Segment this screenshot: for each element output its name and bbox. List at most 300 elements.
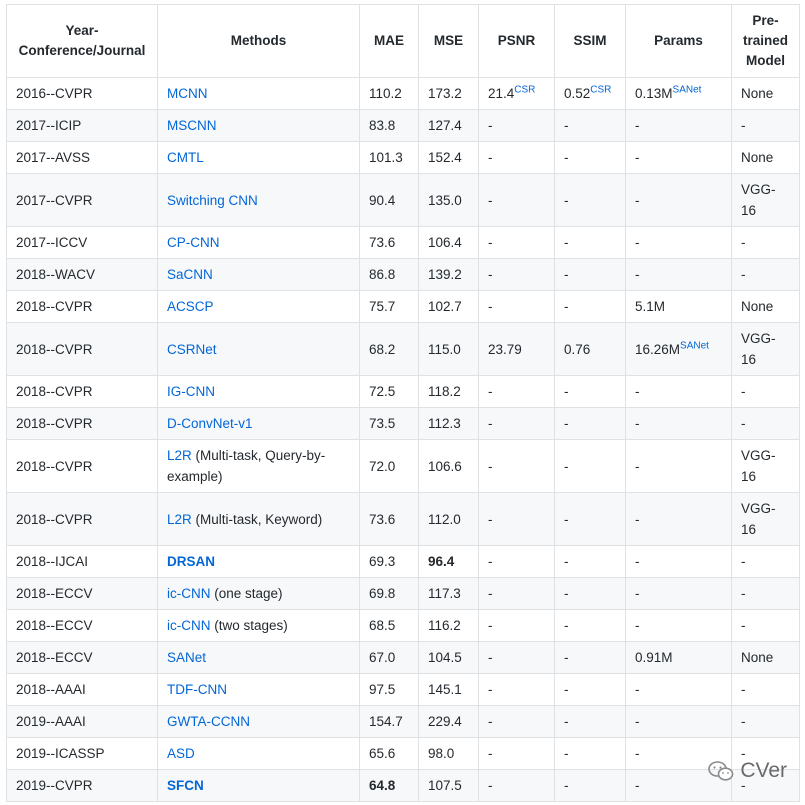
method-link[interactable]: L2R [167,511,192,527]
pretrained-cell [732,674,800,706]
pretrained-cell-value: - [741,778,746,793]
year-cell [7,578,158,610]
table-row [7,227,800,259]
method-cell [158,174,360,227]
mse-cell-value: 98.0 [428,746,455,761]
year-cell-value: 2017--CVPR [16,192,93,208]
mae-cell-value: 72.5 [369,384,396,399]
params-cell-value: 0.13M [635,86,673,101]
mse-cell [419,376,479,408]
year-cell-value: 2017--AVSS [16,150,91,165]
pretrained-cell [732,706,800,738]
psnr-cell [479,323,555,376]
method-cell [158,578,360,610]
year-cell [7,674,158,706]
table-header [7,5,800,78]
pretrained-cell-value: - [741,714,746,729]
table-row [7,78,800,110]
params-cell-value: - [635,235,640,250]
year-cell-value: 2018--CVPR [16,341,93,357]
pretrained-cell [732,376,800,408]
ssim-cell-value: - [564,714,569,729]
mse-cell-value: 96.4 [428,554,455,569]
mae-cell [360,110,419,142]
year-cell-value: 2018--CVPR [16,384,93,399]
method-link[interactable]: SFCN [167,778,204,793]
mae-cell-value: 73.6 [369,511,396,527]
mae-cell-value: 86.8 [369,267,396,282]
params-source[interactable]: SANet [680,340,709,351]
mae-cell-value: 72.0 [369,458,396,474]
mse-cell [419,174,479,227]
ssim-cell-value: - [564,299,569,314]
pretrained-cell-value: - [741,618,746,633]
year-cell [7,174,158,227]
params-cell [626,674,732,706]
params-cell [626,706,732,738]
ssim-cell [555,546,626,578]
ssim-source[interactable]: CSR [590,84,612,96]
ssim-cell-value: - [564,192,569,208]
year-cell-value: 2018--AAAI [16,682,86,697]
mse-cell [419,110,479,142]
params-cell-value: - [635,267,640,282]
year-cell [7,546,158,578]
year-cell-value: 2018--ECCV [16,586,93,601]
params-cell-value: - [635,618,640,633]
mse-cell-value: 107.5 [428,778,462,793]
pretrained-cell-value: - [741,682,746,697]
mae-cell-value: 68.2 [369,341,396,357]
year-cell-value: 2018--IJCAI [16,554,89,569]
mae-cell-value: 97.5 [369,682,396,697]
mse-cell-value: 117.3 [428,586,461,601]
ssim-cell-value: - [564,150,569,165]
psnr-cell [479,440,555,493]
mae-cell [360,546,419,578]
mse-cell-value: 139.2 [428,267,462,282]
pretrained-cell [732,291,800,323]
pretrained-cell [732,642,800,674]
watermark-text: CVer [740,759,787,782]
ssim-cell [555,323,626,376]
watermark [708,759,787,783]
year-cell [7,770,158,802]
psnr-cell-value: - [488,682,493,697]
mse-cell-value: 102.7 [428,299,462,314]
year-cell [7,110,158,142]
ssim-cell [555,174,626,227]
method-cell [158,291,360,323]
psnr-cell [479,259,555,291]
mse-cell-value: 115.0 [428,341,461,357]
mae-cell-value: 110.2 [369,86,402,101]
method-link[interactable]: SANet [167,650,207,665]
ssim-cell-value: - [564,235,569,250]
year-cell [7,408,158,440]
year-cell [7,642,158,674]
mse-cell [419,770,479,802]
pretrained-cell-value: VGG-16 [741,448,776,484]
mae-cell [360,578,419,610]
mae-cell-value: 75.7 [369,299,396,314]
params-cell-value: - [635,192,640,208]
psnr-cell-value: 21.4 [488,86,515,101]
mae-cell [360,440,419,493]
mse-cell [419,259,479,291]
ssim-cell [555,227,626,259]
table-row [7,174,800,227]
mae-cell-value: 69.3 [369,554,396,569]
params-cell-value: - [635,682,640,697]
method-cell [158,738,360,770]
method-link[interactable]: MSCNN [167,118,217,133]
method-cell [158,376,360,408]
mae-cell [360,408,419,440]
mae-cell [360,78,419,110]
year-cell [7,610,158,642]
params-cell-value: - [635,746,640,761]
ssim-cell-value: - [564,458,569,474]
table-row [7,546,800,578]
mae-cell [360,610,419,642]
psnr-cell [479,110,555,142]
year-cell-value: 2019--AAAI [16,714,86,729]
table-row [7,376,800,408]
pretrained-cell-value: VGG-16 [741,501,776,537]
mae-cell-value: 90.4 [369,192,396,208]
table-row [7,770,800,802]
year-cell [7,259,158,291]
table-row [7,291,800,323]
ssim-cell [555,674,626,706]
psnr-cell-value: - [488,554,493,569]
year-cell [7,323,158,376]
year-cell-value: 2018--ECCV [16,618,93,633]
mse-cell-value: 127.4 [428,118,462,133]
pretrained-cell [732,259,800,291]
params-cell [626,174,732,227]
method-link[interactable]: Switching CNN [167,192,258,208]
method-link[interactable]: CMTL [167,150,204,165]
ssim-cell [555,110,626,142]
psnr-cell-value: - [488,267,493,282]
psnr-cell-value: - [488,299,493,314]
pretrained-cell [732,323,800,376]
params-cell-value: - [635,150,640,165]
pretrained-cell-value: - [741,746,746,761]
method-cell [158,142,360,174]
mae-cell-value: 73.6 [369,235,396,250]
mae-cell [360,259,419,291]
params-cell [626,323,732,376]
mse-cell [419,78,479,110]
psnr-cell [479,610,555,642]
ssim-cell [555,642,626,674]
mse-cell-value: 229.4 [428,714,462,729]
method-link[interactable]: ic-CNN [167,618,211,633]
psnr-cell [479,227,555,259]
table-row [7,610,800,642]
ssim-cell [555,738,626,770]
header-psnr: PSNR [479,5,555,78]
pretrained-cell [732,227,800,259]
mae-cell [360,642,419,674]
method-note: (Multi-task, Keyword) [191,511,323,527]
method-link[interactable]: D-ConvNet-v1 [167,416,253,431]
psnr-cell-value: - [488,458,493,474]
year-cell [7,738,158,770]
psnr-cell [479,174,555,227]
year-cell [7,493,158,546]
header-mae: MAE [360,5,419,78]
year-cell-value: 2018--CVPR [16,511,93,527]
pretrained-cell [732,610,800,642]
params-cell [626,642,732,674]
mae-cell-value: 83.8 [369,118,396,133]
mae-cell-value: 65.6 [369,746,396,761]
method-link[interactable]: TDF-CNN [167,682,227,697]
table-row [7,142,800,174]
method-link[interactable]: MCNN [167,86,208,101]
pretrained-cell-value: VGG-16 [741,182,776,218]
pretrained-cell-value: None [741,86,774,101]
ssim-cell-value: - [564,746,569,761]
psnr-cell [479,642,555,674]
params-cell-value: 16.26M [635,341,681,357]
psnr-cell-value: - [488,778,493,793]
mse-cell [419,142,479,174]
psnr-cell-value: - [488,150,493,165]
params-cell [626,291,732,323]
psnr-source[interactable]: CSR [514,84,536,96]
method-cell [158,770,360,802]
params-cell [626,78,732,110]
method-cell [158,706,360,738]
year-cell [7,227,158,259]
method-link[interactable]: DRSAN [167,554,216,569]
params-cell [626,110,732,142]
pretrained-cell-value: None [741,150,774,165]
method-cell [158,610,360,642]
psnr-cell [479,546,555,578]
year-cell [7,291,158,323]
results-table [6,4,800,802]
mse-cell [419,610,479,642]
mae-cell [360,174,419,227]
mse-cell [419,440,479,493]
table-row [7,259,800,291]
method-link[interactable]: GWTA-CCNN [167,714,250,729]
params-cell [626,408,732,440]
method-note: (Multi-task, Query-by-example) [167,448,326,484]
ssim-cell [555,493,626,546]
mse-cell-value: 112.0 [428,511,461,527]
ssim-cell-value: - [564,778,569,793]
mae-cell-value: 64.8 [369,778,396,793]
table-row [7,493,800,546]
mse-cell-value: 135.0 [428,192,462,208]
mae-cell [360,770,419,802]
method-link[interactable]: SaCNN [167,267,213,282]
psnr-cell-value: - [488,714,493,729]
year-cell-value: 2018--ECCV [16,650,93,665]
mae-cell-value: 73.5 [369,416,396,431]
params-cell-value: - [635,778,640,793]
psnr-cell-value: - [488,118,493,133]
params-source[interactable]: SANet [672,84,702,96]
ssim-cell [555,706,626,738]
ssim-cell-value: 0.76 [564,341,591,357]
header-pretrained: Pre-trained Model [732,5,800,78]
wechat-icon [708,760,734,782]
method-cell [158,642,360,674]
table-row [7,738,800,770]
method-cell [158,259,360,291]
method-cell [158,78,360,110]
year-cell [7,440,158,493]
pretrained-cell-value: - [741,235,746,250]
params-cell [626,440,732,493]
psnr-cell [479,578,555,610]
params-cell-value: 5.1M [635,299,666,314]
params-cell-value: - [635,511,640,527]
psnr-cell-value: - [488,416,493,431]
params-cell-value: - [635,118,640,133]
year-cell-value: 2019--CVPR [16,778,93,793]
method-cell [158,408,360,440]
year-cell [7,706,158,738]
table-row [7,578,800,610]
params-cell [626,610,732,642]
table-row [7,110,800,142]
ssim-cell [555,259,626,291]
pretrained-cell [732,110,800,142]
mse-cell-value: 106.6 [428,458,462,474]
psnr-cell [479,142,555,174]
pretrained-cell-value: - [741,416,746,431]
header-row [7,5,800,78]
psnr-cell [479,78,555,110]
ssim-cell [555,408,626,440]
year-cell [7,142,158,174]
mae-cell [360,674,419,706]
ssim-cell [555,78,626,110]
params-cell-value: - [635,416,640,431]
psnr-cell [479,674,555,706]
mae-cell [360,493,419,546]
params-cell [626,546,732,578]
method-link[interactable]: CSRNet [167,341,217,357]
mae-cell [360,227,419,259]
method-link[interactable]: ic-CNN [167,586,211,601]
mae-cell [360,706,419,738]
mse-cell-value: 152.4 [428,150,462,165]
params-cell [626,578,732,610]
year-cell [7,376,158,408]
ssim-cell-value: - [564,618,569,633]
mae-cell-value: 69.8 [369,586,396,601]
mae-cell-value: 101.3 [369,150,403,165]
params-cell [626,142,732,174]
method-cell [158,227,360,259]
ssim-cell [555,291,626,323]
table-row [7,440,800,493]
table-row [7,323,800,376]
method-cell [158,110,360,142]
year-cell-value: 2018--CVPR [16,416,93,431]
psnr-cell-value: - [488,650,493,665]
psnr-cell-value: - [488,586,493,601]
mse-cell [419,227,479,259]
ssim-cell-value: - [564,554,569,569]
params-cell [626,493,732,546]
ssim-cell-value: - [564,586,569,601]
psnr-cell-value: - [488,746,493,761]
pretrained-cell-value: None [741,650,774,665]
year-cell-value: 2016--CVPR [16,86,93,101]
ssim-cell [555,770,626,802]
ssim-cell-value: - [564,118,569,133]
mse-cell [419,578,479,610]
pretrained-cell-value: - [741,267,746,282]
ssim-cell-value: - [564,267,569,282]
year-cell-value: 2017--ICCV [16,235,88,250]
method-link[interactable]: ASD [167,746,195,761]
params-cell-value: - [635,586,640,601]
mse-cell-value: 106.4 [428,235,462,250]
pretrained-cell [732,142,800,174]
psnr-cell-value: 23.79 [488,341,522,357]
table-row [7,642,800,674]
year-cell-value: 2017--ICIP [16,118,82,133]
mse-cell [419,493,479,546]
params-cell-value: - [635,384,640,399]
year-cell [7,78,158,110]
table-row [7,408,800,440]
method-link[interactable]: ACSCP [167,299,214,314]
mse-cell-value: 118.2 [428,384,461,399]
method-cell [158,440,360,493]
method-link[interactable]: CP-CNN [167,235,220,250]
method-link[interactable]: L2R [167,448,192,463]
ssim-cell-value: - [564,511,569,527]
method-cell [158,323,360,376]
mae-cell [360,291,419,323]
ssim-cell-value: - [564,416,569,431]
pretrained-cell [732,440,800,493]
mse-cell [419,706,479,738]
params-cell-value: - [635,554,640,569]
mse-cell-value: 116.2 [428,618,461,633]
year-cell-value: 2018--CVPR [16,458,93,474]
mse-cell-value: 173.2 [428,86,462,101]
mae-cell-value: 154.7 [369,714,403,729]
mse-cell [419,738,479,770]
header-mse: MSE [419,5,479,78]
psnr-cell [479,770,555,802]
mse-cell [419,291,479,323]
mse-cell [419,642,479,674]
pretrained-cell-value: - [741,554,746,569]
method-note: (one stage) [210,586,283,601]
psnr-cell-value: - [488,192,493,208]
mse-cell [419,323,479,376]
year-cell-value: 2019--ICASSP [16,746,105,761]
method-link[interactable]: IG-CNN [167,384,215,399]
psnr-cell [479,291,555,323]
mae-cell [360,376,419,408]
